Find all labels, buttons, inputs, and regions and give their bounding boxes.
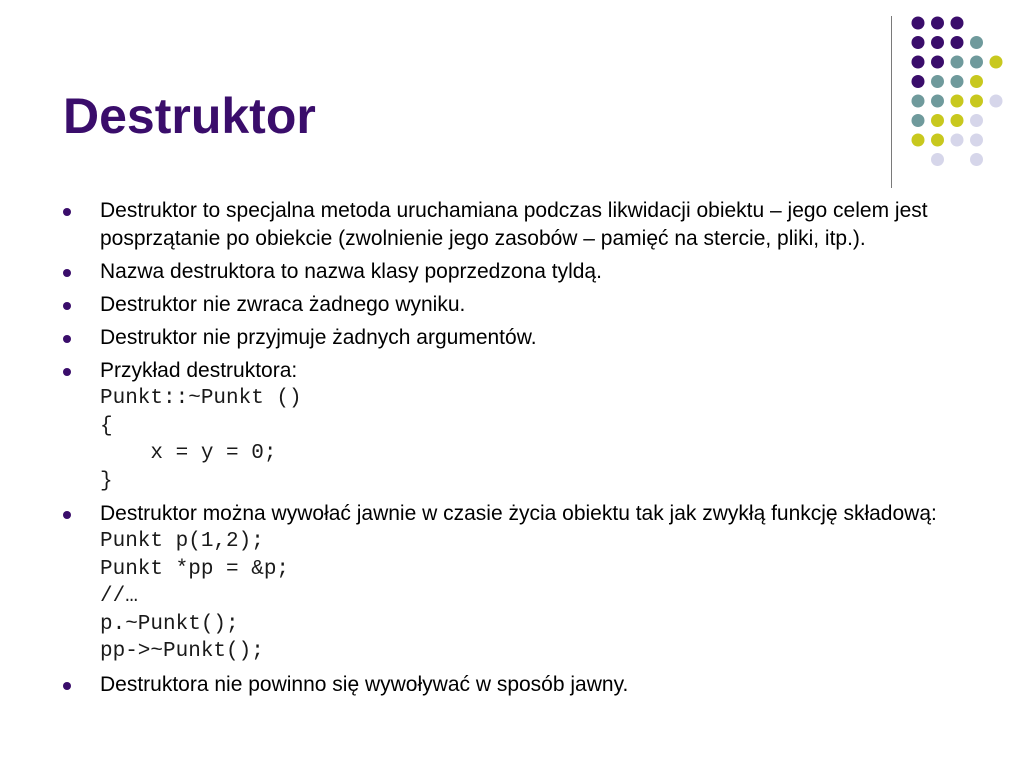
code-line: p.~Punkt(); <box>100 612 239 636</box>
decor-dot-lime <box>970 75 983 88</box>
decor-dot-purple <box>931 17 944 30</box>
decor-dot-teal <box>951 56 964 69</box>
code-line: Punkt *pp = &p; <box>100 557 290 581</box>
code-line: Punkt::~Punkt () <box>100 387 302 410</box>
decor-dot-purple <box>912 75 925 88</box>
bullet-dot-icon <box>63 682 71 690</box>
decor-dot-lime <box>970 95 983 108</box>
bullet-item <box>63 671 963 699</box>
bullet-item <box>63 324 963 352</box>
decor-dot-lavender <box>931 153 944 166</box>
slide-title: Destruktor <box>63 88 316 144</box>
decor-dot-purple <box>912 17 925 30</box>
decor-dot-lime <box>931 134 944 147</box>
decor-dot-lime <box>990 56 1003 69</box>
bullet-item <box>63 258 963 286</box>
bullet-dot-icon <box>63 335 71 343</box>
decor-dot-lavender <box>970 134 983 147</box>
code-line: //… <box>100 585 138 608</box>
bullet-text: Nazwa destruktora to nazwa klasy poprzedzona tyldą. <box>100 260 602 283</box>
code-line: x = y = 0; <box>100 442 277 465</box>
decor-dot-teal <box>951 75 964 88</box>
code-line: { <box>100 414 113 438</box>
decor-dot-teal <box>912 114 925 127</box>
decor-dot-lime <box>912 134 925 147</box>
decor-dot-purple <box>951 17 964 30</box>
decor-dot-teal <box>931 95 944 108</box>
title-divider-line <box>891 16 892 188</box>
decor-dot-purple <box>951 36 964 49</box>
bullet-item <box>63 291 963 319</box>
decor-dot-lime <box>951 95 964 108</box>
decor-dot-purple <box>931 36 944 49</box>
bullet-dot-icon <box>63 269 71 277</box>
bullet-text: Destruktor nie przyjmuje żadnych argumentów. <box>100 326 537 349</box>
decor-dot-lavender <box>990 95 1003 108</box>
decor-dot-lavender <box>970 153 983 166</box>
decor-dot-teal <box>931 75 944 88</box>
code-line: pp->~Punkt(); <box>100 640 264 663</box>
bullet-list <box>63 197 963 704</box>
decor-dot-lavender <box>970 114 983 127</box>
bullet-dot-icon <box>63 368 71 376</box>
decor-dot-lavender <box>951 134 964 147</box>
decor-dot-purple <box>912 36 925 49</box>
bullet-dot-icon <box>63 302 71 310</box>
bullet-item <box>63 500 963 666</box>
bullet-text: Destruktor nie zwraca żadnego wyniku. <box>100 293 466 316</box>
decor-dot-purple <box>912 56 925 69</box>
bullet-text: Destruktor można wywołać jawnie w czasie życia obiektu tak jak zwykłą funkcję składową: <box>100 502 937 525</box>
bullet-text: Przykład destruktora: <box>100 359 298 382</box>
bullet-item <box>63 357 963 495</box>
decor-dot-lime <box>931 114 944 127</box>
code-line: } <box>100 469 113 493</box>
bullet-dot-icon <box>63 511 71 519</box>
decor-dot-teal <box>912 95 925 108</box>
decor-dot-teal <box>970 56 983 69</box>
bullet-text: Destruktor to specjalna metoda uruchamiana podczas likwidacji obiektu – jego celem jest posprzątanie po obiekcie (zwolnienie jego zasobów – pamięć na stercie, pliki, itp.). <box>100 199 928 250</box>
code-line: Punkt p(1,2); <box>100 530 264 553</box>
decor-dot-lime <box>951 114 964 127</box>
decor-dot-teal <box>970 36 983 49</box>
bullet-text: Destruktora nie powinno się wywoływać w sposób jawny. <box>100 672 629 696</box>
bullet-dot-icon <box>63 208 71 216</box>
decor-dot-purple <box>931 56 944 69</box>
bullet-item <box>63 197 963 253</box>
